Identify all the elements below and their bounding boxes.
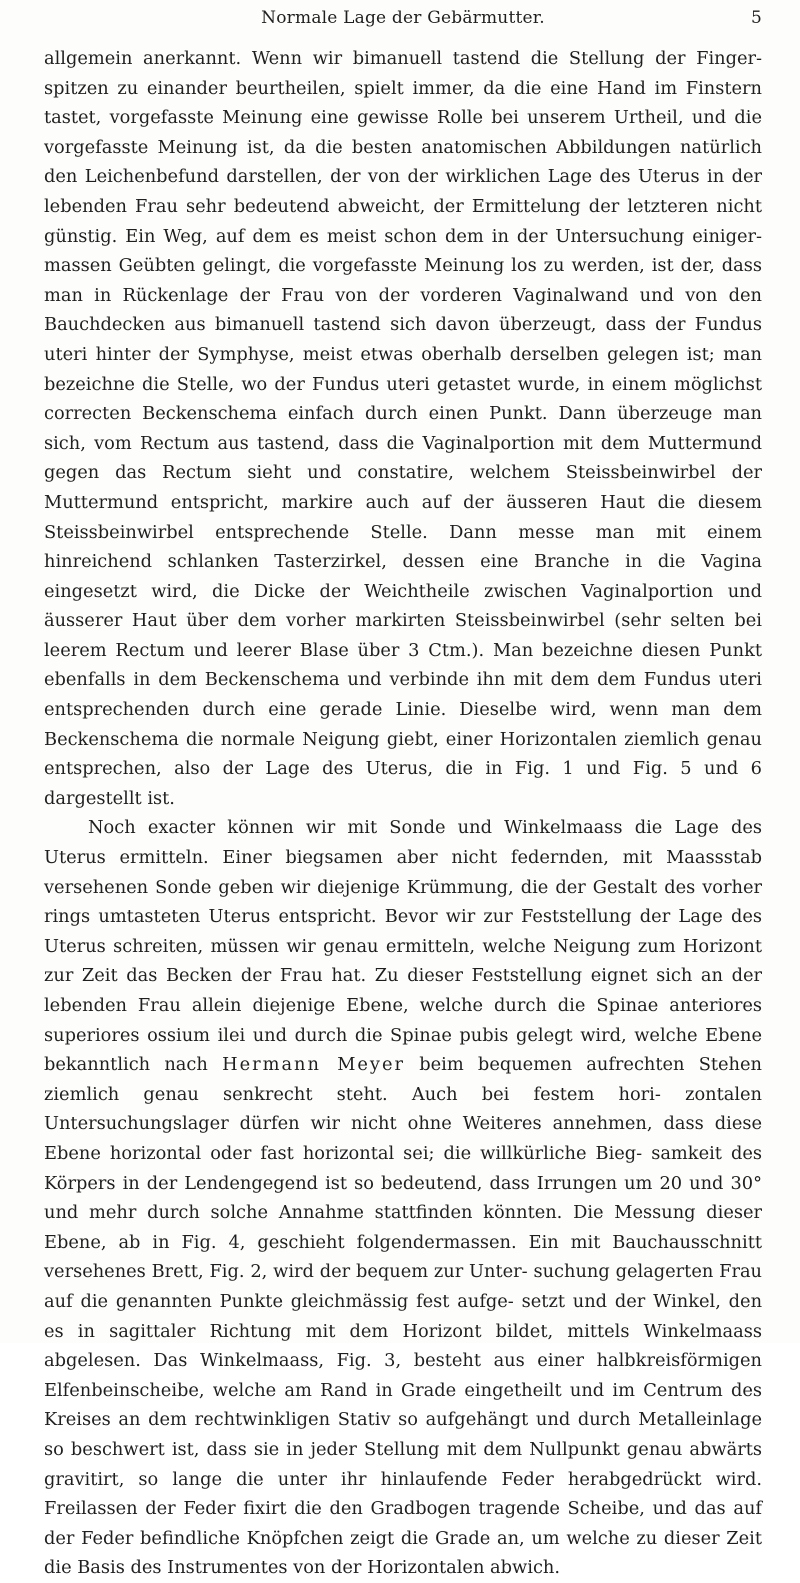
text-line: herabgedrückt wird. Freilassen der Feder fixirt die den Gradbogen tragende	[44, 1468, 763, 1520]
text-line: Spinae anteriores superiores ossium ilei und durch die Spinae pubis gelegt	[44, 995, 763, 1046]
text-line: Nullpunkt genau abwärts gravitirt, so lange die unter ihr hinlaufende Feder	[44, 1438, 762, 1490]
text-line: halbkreisförmigen Elfenbeinscheibe, welche am Rand in Grade eingetheilt	[44, 1350, 762, 1401]
text-line: man bezeichne die Stelle, wo der Fundus uteri getastet wurde, in einem	[44, 343, 762, 395]
text-line: welche zu dieser Zeit die Basis des Instrumentes von der Horizontalen abwich.	[44, 1527, 762, 1579]
text-line: man dem Beckenschema die normale Neigung giebt, einer Horizontalen	[44, 699, 762, 750]
text-line: und durch Metalleinlage so beschwert ist, dass sie in jeder Stellung mit dem	[44, 1409, 762, 1460]
text-line: massen Geübten gelingt, die vorgefasste Meinung los zu werden, ist der,	[44, 255, 715, 277]
author-name: Hermann Meyer	[222, 1054, 405, 1076]
text-line: Vagina eingesetzt wird, die Dicke der Weichtheile zwischen Vaginalportion	[44, 551, 762, 602]
text-line: Die Messung dieser Ebene, ab in Fig. 4, geschieht folgendermassen. Ein	[44, 1202, 763, 1253]
paragraph-2	[44, 813, 762, 1582]
body-text	[44, 44, 762, 1583]
text-line: eignet sich an der lebenden Frau allein diejenige Ebene, welche durch die	[44, 965, 762, 1016]
text-line: samkeit des Körpers in der Lendengegend ist so bedeutend, dass Irrungen	[44, 1142, 762, 1194]
text-line: setzt und der Winkel, den es in sagittaler Richtung mit dem Horizont bildet,	[44, 1290, 763, 1342]
text-line: Punkt ebenfalls in dem Beckenschema und verbinde ihn mit dem dem	[44, 639, 762, 691]
text-line: mittels Winkelmaass abgelesen. Das Winkelmaass, Fig. 3, besteht aus einer	[44, 1320, 763, 1372]
text-line: beim bequemen	[405, 1054, 573, 1076]
text-line: günstig. Ein Weg, auf dem es meist schon dem in der Untersuchung einiger-	[44, 225, 762, 247]
text-line: aufrechten Stehen ziemlich genau senkrecht steht. Auch bei festem hori-	[44, 1054, 762, 1105]
text-line: vorher rings umtasteten Uterus entspricht. Bevor wir zur Feststellung der	[44, 876, 762, 928]
text-line: versehenen Sonde geben wir diejenige Krümmung, die der Gestalt des	[44, 876, 696, 898]
text-line: den Leichenbefund darstellen, der von der wirklichen Lage des Uterus in der	[44, 166, 762, 188]
text-line: wird, welche Ebene bekanntlich nach	[44, 1024, 762, 1076]
text-line: und äusserer Haut über dem vorher markirten Steissbeinwirbel (sehr selten	[44, 580, 762, 632]
text-line: Fig. 5 und 6 dargestellt ist.	[44, 758, 762, 809]
text-line: mit dem Muttermund gegen das Rectum sieht und constatire, welchem	[44, 432, 763, 484]
text-line: Fundus uteri entsprechenden durch eine gerade Linie. Dieselbe wird, wenn	[44, 669, 762, 721]
text-line: Steissbeinwirbel der Muttermund entspricht, markire auch auf der äusseren	[44, 462, 762, 513]
text-line: vorgefasste Meinung ist, da die besten anatomischen Abbildungen natürlich	[44, 136, 762, 158]
text-line: bei leerem Rectum und leerer Blase über 3 Ctm.). Man bezeichne diesen	[44, 610, 762, 661]
text-line: mit Bauchausschnitt versehenes Brett, Fig. 2, wird der bequem zur Unter-	[44, 1231, 762, 1283]
text-line: Scheibe, und das auf der Feder befindliche Knöpfchen zeigt die Grade an, um	[44, 1498, 762, 1549]
running-header	[44, 8, 762, 34]
text-line: möglichst correcten Beckenschema einfach durch einen Punkt. Dann	[44, 373, 762, 425]
text-line: Noch exacter können wir mit Sonde und Winkelmaass die Lage des	[88, 817, 762, 839]
paragraph-1	[44, 44, 762, 813]
text-line: allgemein anerkannt. Wenn wir bimanuell tastend die Stellung der Finger-	[44, 48, 762, 69]
text-line: Bauchdecken aus bimanuell tastend sich davon überzeugt, dass der Fundus	[44, 314, 762, 336]
running-title: Normale Lage der Gebärmutter.	[261, 8, 545, 28]
text-line: uteri hinter der Symphyse, meist etwas oberhalb derselben gelegen ist;	[44, 343, 715, 365]
page-number: 5	[750, 8, 762, 28]
text-line: Haut die diesem Steissbeinwirbel entsprechende Stelle. Dann messe man	[44, 491, 763, 543]
text-line: und im Centrum des Kreises an dem rechtwinkligen Stativ so aufgehängt	[44, 1379, 762, 1431]
text-line: spitzen zu einander beurtheilen, spielt immer, da die eine Hand im Finstern	[44, 77, 762, 99]
text-line: tastet, vorgefasste Meinung eine gewisse Rolle bei unserem Urtheil, und die	[44, 107, 762, 129]
text-line: ziemlich genau entsprechen, also der Lage des Uterus, die in Fig. 1 und	[44, 728, 762, 780]
text-line: dass diese Ebene horizontal oder fast horizontal sei; die willkürliche Bieg-	[44, 1113, 762, 1164]
text-line: dass man in Rückenlage der Frau von der vorderen Vaginalwand und von den	[44, 255, 762, 306]
text-line: Lage des Uterus schreiten, müssen wir genau ermitteln, welche Neigung	[44, 906, 762, 957]
text-line: suchung gelagerten Frau auf die genannten Punkte gleichmässig fest aufge-	[44, 1261, 763, 1312]
text-line: überzeuge man sich, vom Rectum aus tastend, dass die Vaginalportion	[44, 403, 763, 454]
text-line: um 20 und 30° und mehr durch solche Annahme stattfinden könnten.	[44, 1172, 762, 1224]
text-line: mit einem hinreichend schlanken Tasterzirkel, dessen eine Branche in die	[44, 521, 762, 573]
text-line: zontalen Untersuchungslager dürfen wir nicht ohne Weiteres annehmen,	[44, 1083, 763, 1135]
text-line: lebenden Frau sehr bedeutend abweicht, der Ermittelung der letzteren nicht	[44, 195, 762, 217]
text-line: Uterus ermitteln. Einer biegsamen aber nicht federnden, mit Maassstab	[44, 847, 762, 869]
text-line: zum Horizont zur Zeit das Becken der Frau hat. Zu dieser Feststellung	[44, 935, 762, 987]
